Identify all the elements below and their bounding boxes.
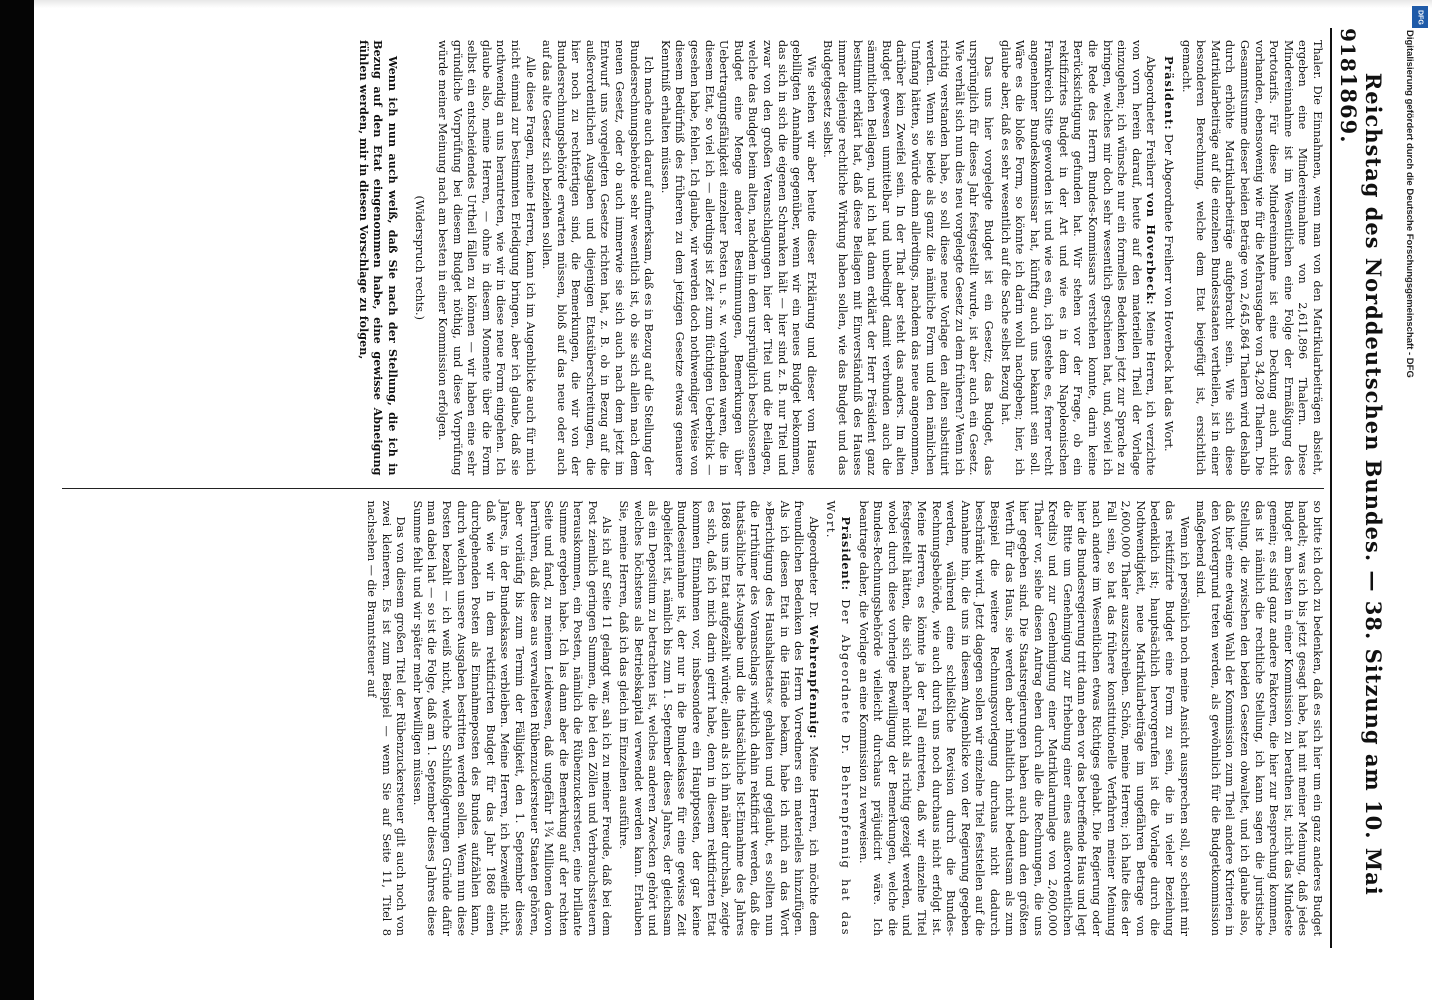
speaker-intro-line <box>616 501 821 937</box>
speaker-label: Präsident: <box>839 516 853 591</box>
paragraph: Alle diese Fragen, meine Herren, kann ich im Augenblicke auch für mich nicht einmal zur bestimmten Erledigung bringen, aber ich glaube, daß sie nothwendig an uns herantreten, wie wir in diese neue Form eingehen. Ich glaube also, meine Herren, — ohne in diesem Momente über die Form selbst ein entscheidendes Urtheil fällen zu können — wir haben eine sehr gründliche Vorprüfung bei diesem Budget nöthig, und diese Vorprüfung würde meiner Meinung nach am besten in einer Kommission erfolgen. <box>435 40 537 476</box>
scan-shadow <box>34 0 1432 8</box>
paragraph: Wenn ich nun auch weiß, daß Sie nach der Stellung, die ich in Bezug auf den Etat eingenommen habe, eine gewisse Abneigung fühlen werden, mir in diesen Vorschlage zu folgen, <box>356 40 400 476</box>
paragraph: Das uns hier vorgelegte Budget ist ein Gesetz; das Budget, das ursprünglich für dieses Jahr festgestellt wurde, ist aber auch ein Gesetz. Wie verhält sich nun dies neu vorgelegte Gesetz zu dem früheren? Wenn ich richtig verstanden habe, so soll diese neue Vorlage den alten substituirt werden. Wenn sie beide als ganz die nämliche Form und den nämlichen Umfang hätten, so würde dann allerdings, nachdem das neue angenommen, darüber kein Zweifel sein. In der That aber steht das anders. Im alten Budget gewesen unmittelbar und unbedingt damit verbunden auch die sämmtlichen Beilagen, und ich hat dann erklärt der Herr Präsident ganz bestimmt erklärt hat, daß diese Beilagen mit Einverständniß des Hauses immer diejenige rechtliche Wirkung haben sollen, wie das Budget und das Budgetgesetz selbst. <box>821 40 995 476</box>
speaker-intro: Abgeordneter Dr. <box>806 516 820 619</box>
president-line <box>823 501 853 937</box>
paragraph: Wie stehen wir aber heute dieser Erklärung und dieser vom Hause gebilligten Annahme gegenüber, wenn wir ein neues Budget bekommen, das sich in sich die eigenen Schranken hält — hier sind z. B. nur Titel und zwar von den großen Veranschlagungen hier der Titel und die Beilagen, welche das Budget beim alten, nachdem in dem ursprünglich beschlossenen Budget eine Menge anderer Bestimmungen, Bemerkungen über Uebertragungsfähigkeit einzelner Posten u. s. w. vorhanden waren, die in diesem Etat, so viel ich — allerdings ist Zeit zum flüchtigen Ueberblick — gesehen habe, fehlen. Ich glaube, wir werden doch nothwendiger Weise von diesem Bedürfniß des früheren zu dem jetzigen Gesetze etwas genauere Kenntniß erhalten müssen. <box>658 40 818 476</box>
rotated-page-content <box>48 8 1386 968</box>
paragraph: Wenn ich persönlich noch meine Ansicht aussprechen soll, so scheint mir das rektifizirte Budget eine Form zu sein, die in vieler Beziehung bedenklich ist; hauptsächlich hervorgerufen ist die Vorlage durch die Nothwendigkeit, neue Matrikularbeiträge im ungefähren Betrage von 2,600,000 Thaler auszuschreiben. Schön, meine Herren; ich halte dies der Fall sein, so hat das frühere konstitutionelle Verfahren meiner Meinung nach andere im Wesentlichen etwas Richtiges gehabt. Die Regierung oder hier die Bundesregierung tritt dann eben vor das betreffende Haus und legt die Bitte um Genehmigung zur Erhebung einer eines außerordentlichen Kredits) und zur Genehmigung einer Matrikularumlage von 2,600,000 Thaler vor, siehe diesen Antrag eben durch alle die Rechnungen, die uns hier gegeben sind. Die Staatsregierungen haben auch dann den größten Werth für das Haus, sie werden aber inhaltlich nicht bedeutsam als zum Beispiel die weitere Rechnungsvorlegung durchaus nicht dadurch beschränkt wird. Jetzt dagegen sollen wir einzelne Titel feststellen auf die Annahme hin, die uns in diesem Augenblicke von der Regierung gegeben werden, während eine schließliche Revision durch die Bundes-Rechnungsbehörde, wie auch durch uns noch durchaus nicht erfolgt ist. Meine Herren, es könnte ja der Fall eintreten, daß wir einzelne Titel festgestellt hätten, die sich nachher nicht als richtig gezeigt werden, und wobei durch diese vorherige Bewilligung der Bemerkungen, welche die Bundes-Rechnungsbehörde vielleicht durchaus präjudicirt wäre. Ich beantrage daher, die Vorlage an eine Kommission zu verweisen. <box>856 500 1191 936</box>
speaker-name: Wehrenpfennig: <box>806 625 821 740</box>
president-line <box>1160 40 1176 476</box>
speaker-name: von Hoverbeck: <box>1144 192 1159 306</box>
paragraph: Thaler. Die Einnahmen, wenn man von den Matrikularbeiträgen absieht, ergeben eine Mindereinnahme von 2,611,896 Thalern. Diese Mindereinnahme ist im Wesentlichen eine Folge der Ermäßigung des Portotarifs. Für diese Mindereinnahme ist eine Deckung auch nicht vorhanden, ebensowenig wie für die Mehrausgabe von 34,208 Thalern. Die Gesammtsumme dieser beiden Beträge von 2,645,864 Thalern wird deshalb durch erhöhte Matrikularbeiträge aufgebracht sein. Wie sich diese Matrikularbeiträge auf die einzelnen Bundesstaaten vertheilen, ist in einer besonderen Berechnung, welche dem Etat beigefügt ist, ersichtlich gemacht. <box>1179 40 1324 476</box>
interjection: (Widerspruch rechts.) <box>413 195 427 320</box>
speech-text: Meine Herren, ich möchte dem freundlichen Bedenken des Herrn Vorredners ein materielles hinzufügen. Als ich diesen Etat in die Hände bekam, habe ich mich an das Wort »Berichtigung des Haushaltsetats« gehalten und geglaubt, es sollten nun die Irrthümer des Voranschlags wirklich dahin rektificirt werden, daß die thatsächliche Ist-Ausgabe und die thatsächliche Ist-Einnahme des Jahres 1868 uns im Etat aufgezählt würde; allein als ich ihn näher durchsah, zeigte es sich, daß ich mich darin geirrt habe, denn in diesem rektificirten Etat kommen Einnahmen vor, insbesondere ein Hauptposten, der gar keine Bundeseinnahme ist, der nur in die Bundeskasse für eine gewisse Zeit abgeliefert ist, nämlich bis zum 1. September dieses Jahres, der gleichsam als ein Depositum zu betrachten ist, welches anderen Zwecken gehört und welches höchstens als Betriebskapital verwendet werden kann. Erlauben Sie, meine Herren, daß ich das gleich im Einzelnen ausführe. <box>617 500 820 936</box>
speaker-intro: Abgeordneter Freiherr <box>1144 56 1158 188</box>
paragraph: Das von diesem großen Titel der Rübenzuckersteuer gilt auch noch von zwei kleineren. Es ist zum Beispiel — wenn Sie auf Seite 11, Titel 8 nachsehen — die Branntsteuer auf <box>365 500 408 936</box>
running-title: Reichstag des Norddeutschen Bundes. — 38. Sitzung am 10. Mai 1869. <box>1336 72 1386 896</box>
president-text: Der Abgeordnete Dr. Behrenpfennig hat das Wort. <box>824 500 852 937</box>
right-column <box>62 488 1324 949</box>
president-text: Der Abgeordnete Freiherr von Hoverbeck hat das Wort. <box>1162 134 1176 452</box>
paragraph: Ich mache auch darauf aufmerksam, daß es in Bezug auf die Stellung der Bundesrechnungsbehörde sehr wesentlich ist, ob sie sich allein nach dem neuen Gesetz, oder ob auch immerwie sie sich auch nach dem jetzt im Entwurf uns vorgelegten Gesetze richten hat, z. B. ob in Bezug auf die außerordentlichen Ausgaben und diejenigen Etatsüberschreitungen, die hier noch zu rechtfertigen sind, die Bemerkungen, die wir von der Bundesrechnungsbehörde erwarten müssen, bloß auf das neue oder auch auf das alte Gesetz sich beziehen sollen. <box>540 40 656 476</box>
scan-border <box>0 0 34 1000</box>
paragraph: so bitte ich doch zu bedenken, daß es sich hier um ein ganz anderes Budget handelt; was ich bis jetzt gesagt habe, hat mit meiner Meinung, daß jedes Budget am besten in einer Kommission zu berathen ist, nicht das Mindeste gemein; es sind ganz andere Faktoren, die hier zur Besprechung kommen, das ist nämlich die rechtliche Stellung, ich kann sagen die juristische Stellung, die zwischen den beiden Gesetzen obwaltet, und ich glaube also, daß hier eine etwaige Wahl der Kommission zum Theil andere Kriterien in den Vordergrund treten werden, als gewöhnlich für die Budgetkommission maßgebend sind. <box>1194 500 1324 936</box>
running-head <box>1330 28 1386 948</box>
dfg-logo-icon: DFG <box>1412 6 1428 28</box>
digitization-credit <box>1392 30 1428 710</box>
text-columns <box>62 28 1324 948</box>
document-page <box>48 8 1386 968</box>
speaker-label: Präsident: <box>1162 56 1177 131</box>
speaker-intro-line <box>997 40 1159 476</box>
left-column <box>62 28 1324 488</box>
page-number: 918 <box>1336 28 1360 73</box>
credit-text: Digitalisierung gefördert durch die Deutsche Forschungsgemeinschaft - DFG <box>1404 30 1415 378</box>
speech-text: Meine Herren, ich verzichte von vorn herein darauf, heute auf den materiellen Theil der Vorlage einzugehen; ich wünsche nur ein formelles Bedenken jetzt zur Sprache zu bringen, welches mir doch sehr wesentlich geschienen hat, und, soviel ich die Rede des Herrn Bundes-Kommissars verstehen konnte, darin keine Berücksichtigung gefunden hat. Wir stehen vor der Frage, ob ein rektifizirtes Budget in der Art und wie es in dem Napoleonischen Frankreich Sitte geworden ist und wie es ein, ich gestehe es, ferner recht angenehmer Bundeskommissar hat, künftig auch uns bekannt sein soll. Wäre es die bloße Form, so könnte ich darin wohl nachgeben; hier, ich glaube aber, daß es sehr wesentlich auf die Sache selbst Bezug hat. <box>998 40 1158 476</box>
paragraph: Als ich auf Seite 11 gelangt war, sah ich zu meiner Freude, daß bei dem Post ziemlich geringen Summen, die bei den Zöllen und Verbrauchssteuern herauskommen, ein Posten, nämlich die Rübenzuckersteuer, eine brillante Summe ergeben habe. Ich las dann aber die Bemerkung auf der rechten Seite und fand, zu meinem Leidwesen, daß ungefähr 1¾ Millionen davon herrühren, daß diese aus verwalteten Rübenzuckersteuer Staaten gehören, aber vorläufig bis zum Termin der Fälligkeit, den 1. September dieses Jahres, in der Bundeskasse verbleiben. Meine Herren, ich bezweifle nicht, daß wie wir in dem rektificirten Budget für das Jahr 1868 einen durchgehenden Posten als Einnahmeposten des Bundes aufzählen kann, durch welchen unsere Ausgaben bestritten werden sollen. Wenn nun diese Posten bezahlt — ich weiß nicht, welche Schlußfolgerungen Gründe dafür man dabei hat — so ist die Folge, daß am 1. September dieses Jahres diese Summe fehlt und wir später mehr bewilligen müssen. <box>410 500 614 936</box>
